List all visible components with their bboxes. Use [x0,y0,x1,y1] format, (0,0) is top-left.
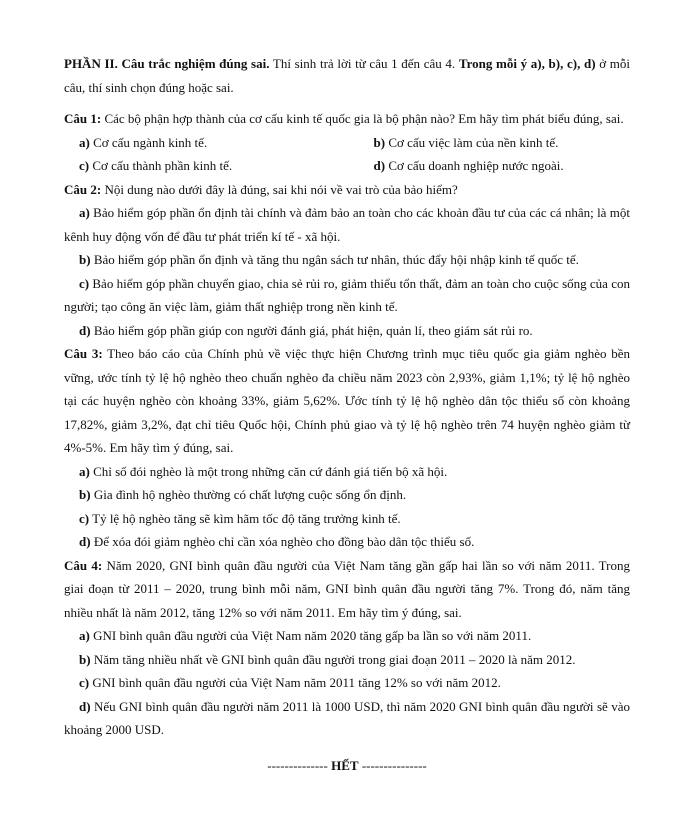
q1-option-a-text: Cơ cấu ngành kinh tế. [89,134,208,150]
end-label: HẾT [331,757,359,773]
q2-option-a [64,201,630,248]
q3-option-d-text: Để xóa đói giảm nghèo chỉ cần xóa nghèo cho đồng bào dân tộc thiểu số. [90,534,475,549]
q3-option-c [64,507,630,531]
q4-option-a-label: a) [79,628,90,643]
question-4-label: Câu 4: [64,557,103,573]
q2-option-b-text: Bảo hiểm góp phần ổn định và tăng thu ngân sách tư nhân, thúc đẩy hội nhập kinh tế quốc tế. [90,252,579,267]
q1-option-a [64,131,336,155]
q2-option-c-label: c) [79,275,90,291]
end-marker [64,754,630,778]
q4-option-c-text: GNI bình quân đầu người của Việt Nam năm 2011 tăng 12% so với năm 2012. [89,675,501,690]
q3-option-b-label: b) [79,487,91,502]
question-4 [64,554,630,625]
question-2-text: Nội dung nào dưới đây là đúng, sai khi nói về vai trò của bảo hiểm? [101,181,458,197]
q1-option-c [64,154,336,178]
q1-option-b [336,131,631,155]
question-2 [64,178,630,202]
q1-option-c-text: Cơ cấu thành phần kinh tế. [89,158,233,173]
end-dashes-left: -------------- [267,757,332,773]
question-1-text: Các bộ phận hợp thành của cơ cấu kinh tế quốc gia là bộ phận nào? Em hãy tìm phát biểu đúng, sai. [101,111,624,126]
q3-option-b [64,483,630,507]
q2-option-c [64,272,630,319]
q2-option-b [64,248,630,272]
question-1-label: Câu 1: [64,111,102,126]
q4-option-a-text: GNI bình quân đầu người của Việt Nam năm 2020 tăng gấp ba lần so với năm 2011. [89,628,532,643]
q4-option-d [64,695,630,742]
q3-option-a-text: Chỉ số đói nghèo là một trong những căn cứ đánh giá tiến bộ xã hội. [89,463,448,479]
q4-option-b-label: b) [79,651,91,667]
q1-option-d-text: Cơ cấu doanh nghiệp nước ngoài. [385,158,564,173]
question-1 [64,107,630,131]
q2-option-c-text: Bảo hiểm góp phần chuyển giao, chia sẻ rủi ro, giảm thiểu tổn thất, đảm an toàn cho cuộc sống của con người; tạo công ăn việc làm, giảm thất nghiệp trong nền kinh tế. [64,275,630,314]
intro-text: Thí sinh trả lời từ câu 1 đến câu 4. [269,56,459,71]
end-dashes-right: --------------- [358,757,427,773]
q3-option-d-label: d) [79,534,91,549]
q4-option-c-label: c) [79,675,90,690]
q1-option-d-label: d) [373,158,386,173]
q2-option-d [64,319,630,343]
question-2-label: Câu 2: [64,181,102,197]
q4-option-b-text: Năm tăng nhiều nhất về GNI bình quân đầu người trong giai đoạn 2011 – 2020 là năm 2012. [90,651,576,667]
q1-option-a-label: a) [79,134,90,150]
q4-option-b [64,648,630,672]
question-1-options-row-1 [64,131,630,155]
q2-option-b-label: b) [79,252,91,267]
q2-option-a-label: a) [79,205,90,220]
intro-bold: Trong mỗi ý a), b), c), d) [458,56,596,71]
q4-option-c [64,671,630,695]
question-3 [64,342,630,460]
question-4-text: Năm 2020, GNI bình quân đầu người của Việt Nam tăng gần gấp hai lần so với năm 2011. Trong giai đoạn từ 2011 – 2020, trung bình mỗi năm, GNI bình quân đầu người tăng 7%. Trong đó, năm tăng nhiều nhất là năm 2012, tăng 12% so với năm 2011. Em hãy tìm ý đúng, sai. [64,557,630,620]
q1-option-b-text: Cơ cấu việc làm của nền kinh tế. [385,134,559,150]
q1-option-c-label: c) [79,158,90,173]
q3-option-a [64,460,630,484]
intro-text-end: ở mỗi câu, thí sinh chọn đúng hoặc sai. [64,56,630,95]
question-3-label: Câu 3: [64,346,103,361]
section-title: PHẦN II. Câu trắc nghiệm đúng sai. [64,56,270,71]
q1-option-b-label: b) [373,134,386,150]
q1-option-d [336,154,631,178]
question-1-options-row-2 [64,154,630,178]
q3-option-c-text: Tỷ lệ hộ nghèo tăng sẽ kìm hãm tốc độ tăng trưởng kinh tế. [89,510,401,526]
q2-option-d-label: d) [79,322,91,338]
q2-option-d-text: Bảo hiểm góp phần giúp con người đánh giá, phát hiện, quản lí, theo giám sát rủi ro. [90,322,533,338]
q2-option-a-text: Bảo hiểm góp phần ổn định tài chính và đảm bảo an toàn cho các khoản đầu tư của các cá nhân; là một kênh huy động vốn để đầu tư phát triển kí tế - xã hội. [64,205,630,244]
q4-option-d-label: d) [79,698,91,714]
q3-option-c-label: c) [79,510,90,526]
q3-option-a-label: a) [79,463,90,479]
q4-option-d-text: Nếu GNI bình quân đầu người năm 2011 là 1000 USD, thì năm 2020 GNI bình quân đầu người sẽ vào khoảng 2000 USD. [64,698,630,737]
q3-option-d [64,530,630,554]
section-intro [64,52,630,99]
question-3-text: Theo báo cáo của Chính phủ về việc thực hiện Chương trình mục tiêu quốc gia giảm nghèo bền vững, ước tính tỷ lệ hộ nghèo theo chuẩn nghèo đa chiều năm 2023 còn 2,93%, giảm 1,1%; tỷ lệ hộ nghèo tại các huyện nghèo còn khoảng 33%, giảm 5,62%. Ước tính tỷ lệ hộ nghèo dân tộc thiểu số còn khoảng 17,82%, giảm 3,2%, đạt chỉ tiêu Quốc hội, Chính phủ giao và tỷ lệ hộ nghèo trên 74 huyện nghèo giảm từ 4%-5%. Em hãy tìm ý đúng, sai. [64,346,631,455]
q3-option-b-text: Gia đình hộ nghèo thường có chất lượng cuộc sống ổn định. [90,487,407,502]
q4-option-a [64,624,630,648]
